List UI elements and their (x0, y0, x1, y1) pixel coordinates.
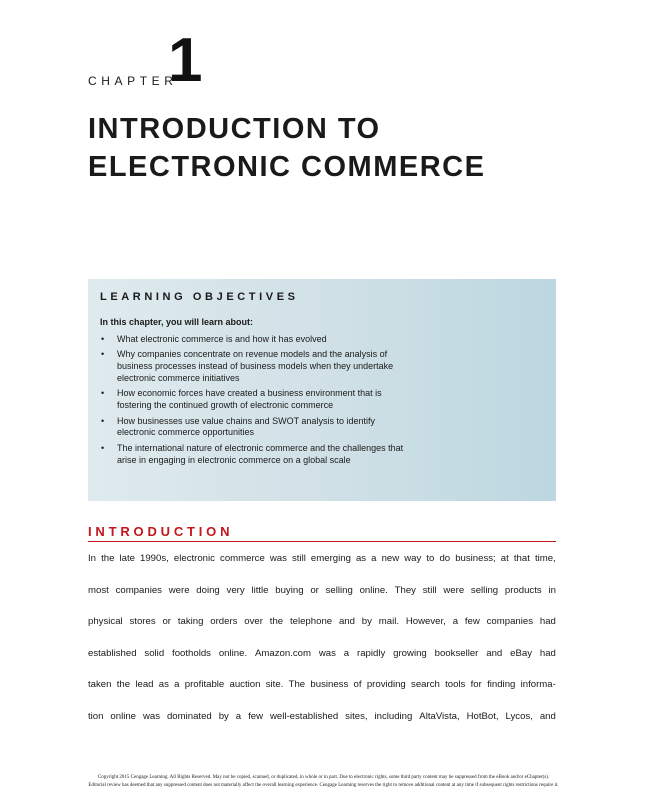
chapter-title-line: INTRODUCTION TO (88, 113, 381, 145)
chapter-number: 1 (168, 26, 203, 95)
objective-line: The international nature of electronic commerce and the challenges that (117, 442, 404, 453)
body-word: HotBot, (466, 710, 499, 722)
body-word: telephone (289, 616, 333, 628)
body-line (88, 616, 556, 648)
objective-item (100, 388, 540, 412)
copyright-line: Editorial review has deemed that any suppressed content does not materially affect the overall learning experience. Cengage Learning reserves the right to remove additional content at any time if subsequent rights restrictions require it. (88, 783, 559, 788)
body-word: a (452, 616, 459, 628)
body-word: to (426, 553, 435, 564)
bullet-icon: • (101, 334, 105, 344)
body-word: still (291, 553, 306, 564)
body-word: and (539, 710, 556, 722)
body-word: few (464, 616, 480, 628)
body-word: selling (470, 584, 499, 596)
body-word: solid (144, 647, 165, 659)
body-word: taking (177, 616, 204, 628)
chapter-title (88, 110, 568, 186)
body-word: eBay (510, 647, 533, 659)
body-word: companies (115, 584, 162, 596)
body-word: 1990s, (140, 553, 169, 564)
section-heading-introduction: INTRODUCTION (88, 524, 234, 539)
body-word: search (411, 679, 440, 691)
body-word: taken (88, 679, 112, 691)
learning-objectives-list (100, 334, 540, 470)
body-word: new (381, 553, 400, 564)
body-word: in (548, 584, 556, 596)
body-word: The (288, 679, 306, 691)
body-word: informa- (520, 679, 556, 691)
body-word: the (101, 553, 115, 564)
body-word: most (88, 584, 109, 596)
objective-line: What electronic commerce is and how it has evolved (117, 334, 327, 344)
body-word: products (504, 584, 542, 596)
objective-item (100, 416, 540, 440)
body-word: or (162, 616, 171, 628)
body-word: was (318, 647, 336, 659)
body-word: mail. (378, 616, 400, 628)
body-word: buying (275, 584, 304, 596)
objective-line: business processes instead of business models when they undertake (117, 361, 394, 372)
objective-item (100, 334, 540, 346)
body-word: However, (405, 616, 446, 628)
body-word: established (88, 647, 137, 659)
body-word: growing (393, 647, 427, 659)
body-word: as (158, 679, 169, 691)
body-word: electronic (173, 553, 215, 564)
body-word: finding (487, 679, 516, 691)
body-word: commerce (220, 553, 265, 564)
body-word: over (244, 616, 263, 628)
body-word: dominated (166, 710, 212, 722)
objective-line: fostering the continued growth of electronic commerce (117, 400, 334, 411)
body-word: including (374, 710, 413, 722)
body-word: orders (210, 616, 238, 628)
learning-objectives-heading: LEARNING OBJECTIVES (100, 291, 299, 303)
bullet-icon: • (101, 388, 105, 399)
body-word: online (110, 710, 137, 722)
objective-line: electronic commerce opportunities (117, 427, 255, 438)
learning-objectives-box (88, 279, 556, 501)
body-word: few (248, 710, 263, 722)
body-word: stores (129, 616, 156, 628)
body-word: time, (534, 553, 556, 564)
body-word: business (310, 679, 349, 691)
copyright-footer (0, 774, 647, 790)
body-word: In (88, 553, 97, 564)
body-word: as (355, 553, 367, 564)
body-word: selling (325, 584, 353, 596)
body-word: do (439, 553, 451, 564)
body-word: little (251, 584, 269, 596)
body-word: footholds (172, 647, 211, 659)
objective-line: How businesses use value chains and SWOT analysis to identify (117, 415, 375, 426)
body-word: Lycos, (505, 710, 533, 722)
body-word: business; (455, 553, 496, 564)
objective-item (100, 349, 540, 384)
objective-line: electronic commerce initiatives (117, 372, 240, 383)
body-word: profitable (184, 679, 225, 691)
body-word: tools (445, 679, 466, 691)
body-word: at (500, 553, 509, 564)
body-word: AltaVista, (419, 710, 460, 722)
body-word: of (353, 679, 362, 691)
body-word: tion (88, 710, 104, 722)
body-word: a (343, 647, 350, 659)
objective-item (100, 443, 540, 467)
objective-line: How economic forces have created a business environment that is (117, 388, 382, 399)
body-line (88, 648, 556, 680)
body-word: rapidly (357, 647, 386, 659)
body-word: by (361, 616, 372, 628)
body-word: Amazon.com (255, 647, 311, 659)
body-word: a (174, 679, 180, 691)
body-word: They (394, 584, 416, 596)
body-word: had (539, 647, 556, 659)
body-word: were (168, 584, 190, 596)
body-word: doing (196, 584, 220, 596)
body-word: by (218, 710, 229, 722)
body-word: well-established (269, 710, 339, 722)
objective-line: arise in engaging in electronic commerce on a global scale (117, 454, 351, 465)
body-word: had (539, 616, 556, 628)
objective-line: Why companies concentrate on revenue models and the analysis of (117, 349, 388, 360)
body-word: bookseller (434, 647, 479, 659)
chapter-title-line: ELECTRONIC COMMERCE (88, 151, 486, 183)
body-word: that (513, 553, 530, 564)
body-word: lead (135, 679, 154, 691)
body-word: online. (218, 647, 248, 659)
body-word: way (404, 553, 422, 564)
body-word: late (119, 553, 135, 564)
learning-objectives-intro: In this chapter, you will learn about: (100, 317, 254, 327)
body-line (88, 711, 556, 743)
body-word: companies (486, 616, 534, 628)
bullet-icon: • (101, 415, 105, 426)
body-word: for (470, 679, 482, 691)
body-word: the (269, 616, 284, 628)
body-word: providing (366, 679, 406, 691)
body-word: or (310, 584, 319, 596)
body-word: still (422, 584, 437, 596)
body-word: was (269, 553, 287, 564)
body-word: a (371, 553, 377, 564)
body-word: site. (265, 679, 284, 691)
body-word: the (116, 679, 131, 691)
body-word: and (486, 647, 503, 659)
body-word: physical (88, 616, 123, 628)
body-word: very (226, 584, 245, 596)
body-word: was (142, 710, 161, 722)
body-word: a (235, 710, 242, 722)
chapter-label: CHAPTER (88, 74, 178, 88)
bullet-icon: • (101, 349, 105, 360)
body-word: and (338, 616, 355, 628)
body-line (88, 585, 556, 617)
body-word: emerging (310, 553, 351, 564)
body-word: were (443, 584, 465, 596)
body-line (88, 553, 556, 585)
body-word: online. (359, 584, 388, 596)
body-line (88, 679, 556, 711)
section-divider (88, 541, 556, 542)
body-paragraph (88, 553, 556, 743)
bullet-icon: • (101, 442, 105, 453)
body-word: sites, (345, 710, 368, 722)
copyright-line: Copyright 2015 Cengage Learning. All Rights Reserved. May not be copied, scanned, or duplicated, in whole or in part. Due to electronic rights, some third party content may be suppressed from the eBook and/or eChapter(s). (97, 775, 550, 780)
body-word: auction (229, 679, 261, 691)
